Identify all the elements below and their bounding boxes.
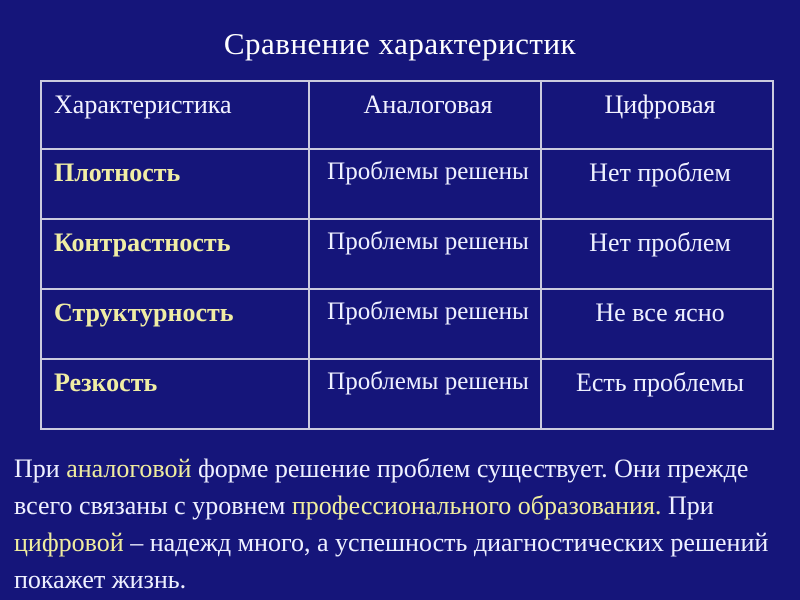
note-highlight-education: профессионального образования. (291, 491, 662, 520)
slide-title: Сравнение характеристик (223, 26, 577, 61)
digital-cell: Нет проблем (541, 149, 773, 219)
footnote-paragraph (14, 450, 792, 598)
row-label: Контрастность (41, 219, 309, 289)
table-row (41, 219, 773, 289)
digital-cell: Есть проблемы (541, 359, 773, 429)
table-header-row (41, 81, 773, 149)
digital-cell: Нет проблем (541, 219, 773, 289)
header-digital: Цифровая (541, 81, 773, 149)
table-row (41, 149, 773, 219)
row-label: Плотность (41, 149, 309, 219)
analog-cell: Проблемы решены (309, 219, 541, 289)
row-label: Структурность (41, 289, 309, 359)
comparison-table (40, 80, 774, 430)
row-label: Резкость (41, 359, 309, 429)
note-text: форме решение проблем существует. Они прежде всего связаны с уровнем (14, 454, 749, 520)
analog-cell: Проблемы решены (309, 359, 541, 429)
analog-cell: Проблемы решены (309, 289, 541, 359)
header-characteristic: Характеристика (41, 81, 309, 149)
header-analog: Аналоговая (309, 81, 541, 149)
note-highlight-digital: цифровой (14, 528, 124, 557)
note-text: При (14, 454, 67, 483)
note-text: При (661, 491, 714, 520)
digital-cell: Не все ясно (541, 289, 773, 359)
table-row (41, 289, 773, 359)
table-row (41, 359, 773, 429)
note-highlight-analog: аналоговой (66, 454, 192, 483)
analog-cell: Проблемы решены (309, 149, 541, 219)
note-text: – надежд много, а успешность диагностических решений покажет жизнь. (14, 528, 769, 594)
